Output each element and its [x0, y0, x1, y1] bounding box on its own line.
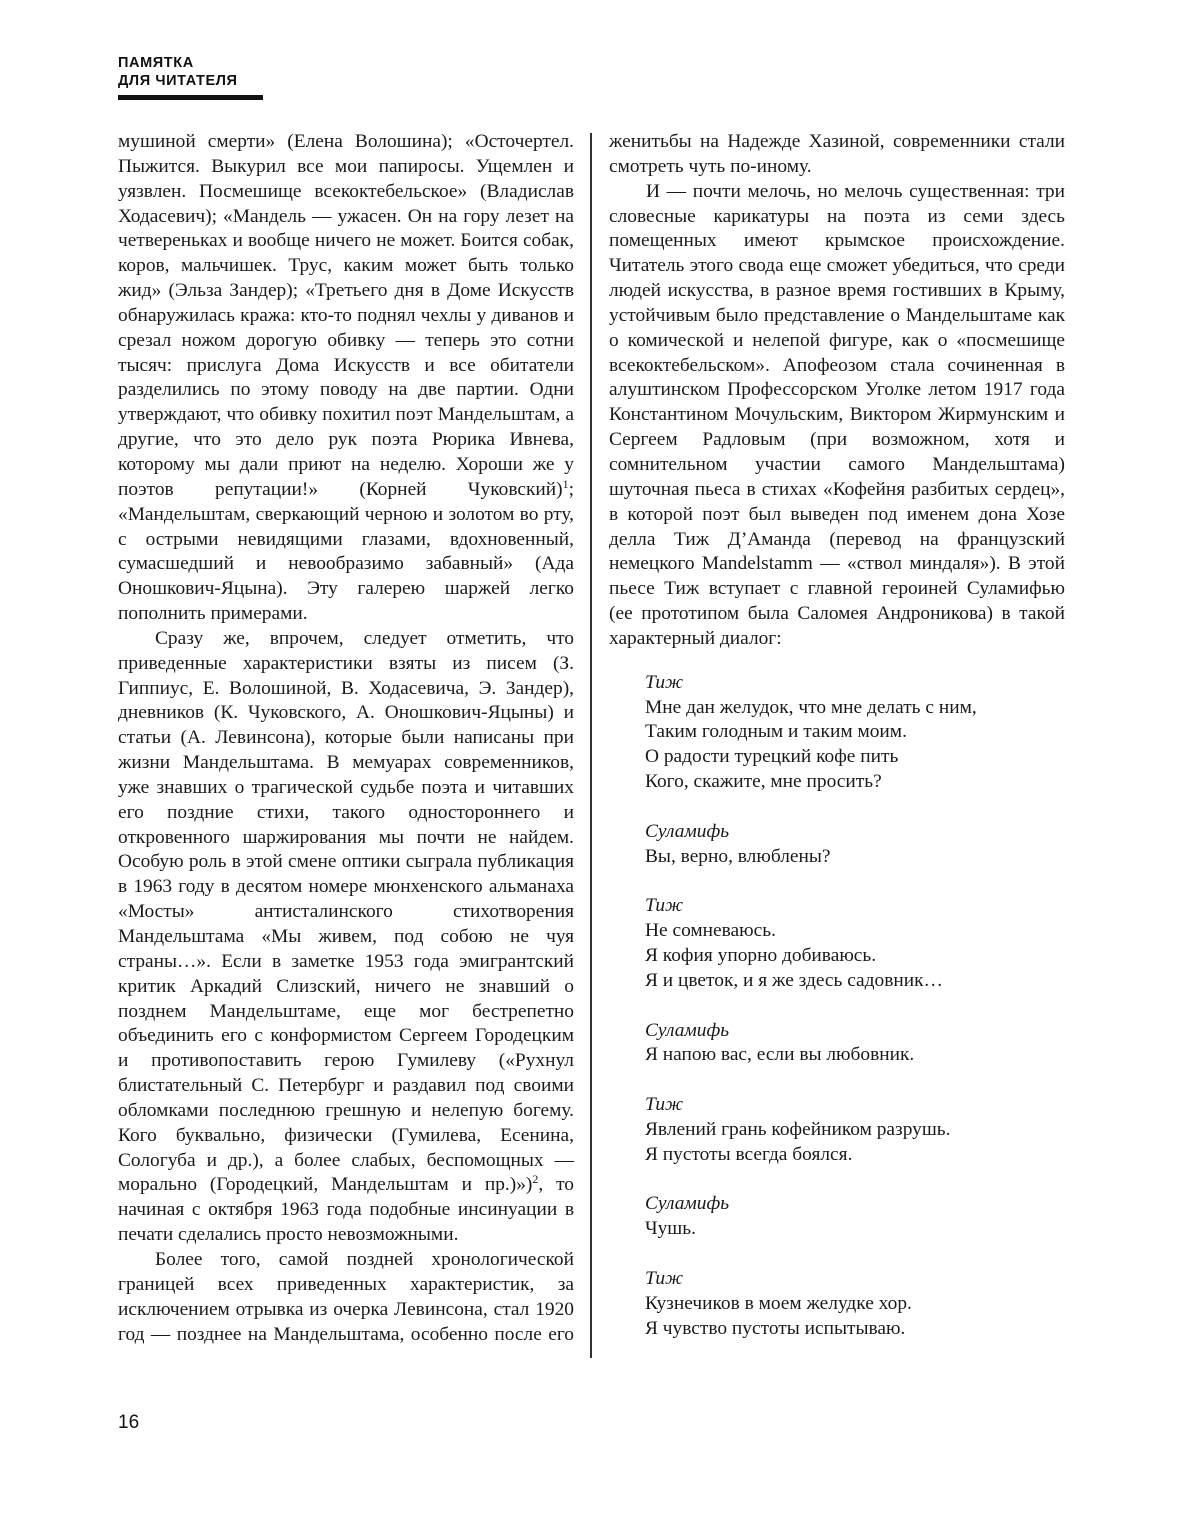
verse-line: Вы, верно, влюблены? [645, 845, 831, 867]
verse-line: Я напою вас, если вы любовник. [645, 1044, 915, 1066]
verse-stanza [645, 1019, 1065, 1069]
verse-line: Кого, скажите, мне просить? [645, 771, 882, 793]
verse-line: Я чувство пустоты испытываю. [645, 1317, 906, 1339]
running-header-line-2: ДЛЯ ЧИТАТЕЛЯ [118, 73, 238, 89]
left-column [118, 130, 574, 1347]
verse-stanza [645, 820, 1065, 870]
paragraph-1-text-a: мушиной смерти» (Елена Волошина); «Осточертел. Пыжится. Выкурил все мои папиросы. Ущемлен и уязвлен. Посмешище всекоктебельское» (Владислав Ходасевич); «Мандель — ужасен. Он на гору лезет на четвереньках и вообще ничего не может. Боится собак, коров, мальчишек. Трус, каким может быть только жид» (Эльза Зандер); «Третьего дня в Доме Искусств обнаружилась кража: кто-то поднял чехлы у диванов и срезал ножом дорогую обивку — теперь это сотни тысяч: прислуга Дома Искусств и все обитатели разделились по этому поводу на две партии. Одни утверждают, что обивку похитил поэт Мандельштам, а другие, что это дело рук поэта Рюрика Ивнева, которому мы дали приют на неделю. Хороши же у поэтов репутации!» (Корней Чуковский) [118, 131, 574, 500]
running-header-line-1: ПАМЯТКА [118, 55, 194, 71]
paragraph-continued: женитьбы на Надежде Хазиной, современники стали смотреть чуть по-иному. [609, 131, 1065, 177]
verse-line: Не сомневаюсь. [645, 920, 776, 942]
verse-stanza [645, 1267, 1065, 1342]
paragraph-crimea: И — почти мелочь, но мелочь существенная: три словесные карикатуры на поэта из семи здесь помещенных имеют крымское происхождение. Читатель этого свода еще сможет убедиться, что среди людей искусства, в разное время гостивших в Крыму, устойчивым было представление о Мандельштаме как о комической и нелепой фигуре, как о «посмешище всекоктебельском». Апофеозом стала сочиненная в алуштинском Профессорском Уголке летом 1917 года Константином Мочульским, Виктором Жирмунским и Сергеем Радловым (при возможном, хотя и сомнительном участии самого Мандельштама) шуточная пьеса в стихах «Кофейня разбитых сердец», в которой поэт был выведен под именем дона Хозе делла Тиж Д’Аманда (перевод на французский немецкого Mandelstamm — «ствол миндаля»). В этой пьесе Тиж вступает с главной героиней Суламифью (ее прототипом была Саломея Андроникова) в такой характерный диалог: [609, 180, 1065, 649]
speaker-name: Суламифь [645, 820, 730, 842]
verse-line: Я и цветок, и я же здесь садовник… [645, 969, 943, 991]
verse-line: Явлений грань кофейником разрушь. [645, 1118, 951, 1140]
footnote-ref-1[interactable]: 1 [562, 476, 569, 491]
verse-stanza [645, 1093, 1065, 1168]
verse-line: Я пустоты всегда боялся. [645, 1143, 853, 1165]
verse-stanza [645, 894, 1065, 993]
speaker-name: Суламифь [645, 1019, 730, 1041]
footnote-ref-2[interactable]: 2 [532, 1172, 539, 1187]
paragraph-3: Более того, самой поздней хронологической границей всех приведенных характеристик, за исключением отрывка из очерка Левинсона, стал 1920 год — позднее на Мандельштама, особенно после его [118, 1248, 574, 1345]
column-divider [590, 133, 592, 1358]
speaker-name: Суламифь [645, 1193, 730, 1215]
paragraph-1 [118, 130, 574, 627]
verse-line: О радости турецкий кофе пить [645, 746, 899, 768]
verse-line: Чушь. [645, 1218, 696, 1240]
paragraph-2-text-b: , то начиная с октября 1963 года подобные инсинуации в печати сделались просто невозможными. [118, 1174, 574, 1246]
verse-stanza [645, 1192, 1065, 1242]
paragraph-1-text-b: ; «Мандельштам, сверкающий черною и золотом во рту, с острыми невидящими глазами, вдохновенный, сумасшедший и невообразимо забавный» (Ада Оношкович-Яцына). Эту галерею шаржей легко пополнить примерами. [118, 478, 574, 625]
verse-stanza [645, 671, 1065, 795]
right-column [609, 130, 1065, 1366]
verse-line: Мне дан желудок, что мне делать с ним, [645, 696, 977, 718]
paragraph-2-text-a: Сразу же, впрочем, следует отметить, что приведенные характеристики взяты из писем (З. Гиппиус, Е. Волошиной, В. Ходасевича, Э. Зандер), дневников (К. Чуковского, А. Оношкович-Яцыны) и статьи (А. Левинсона), которые были написаны при жизни Мандельштама. В мемуарах современников, уже знавших о трагической судьбе поэта и читавших его поздние стихи, такого одностороннего и откровенного шаржирования мы почти не найдем. Особую роль в этой смене оптики сыграла публикация в 1963 году в десятом номере мюнхенского альманаха «Мосты» антисталинского стихотворения Мандельштама «Мы живем, под собою не чуя страны…». Если в заметке 1953 года эмигрантский критик Аркадий Слизский, ничего не знавший о позднем Мандельштаме, еще мог бестрепетно объединить его с конформистом Сергеем Городецким и противопоставить герою Гумилеву («Рухнул блистательный С. Петербург и раздавил под своими обломками последнюю грешную и нелепую богему. Кого буквально, физически (Гумилева, Есенина, Сологуба и др.), а более слабых, беспомощных — морально (Городецкий, Мандельштам и пр.)») [118, 627, 574, 1196]
speaker-name: Тиж [645, 671, 684, 693]
verse-line: Я кофия упорно добиваюсь. [645, 945, 877, 966]
header-rule [118, 95, 263, 100]
verse-line: Кузнечиков в моем желудке хор. [645, 1292, 912, 1314]
verse-line: Таким голодным и таким моим. [645, 721, 907, 743]
paragraph-2 [118, 627, 574, 1248]
speaker-name: Тиж [645, 1094, 684, 1116]
speaker-name: Тиж [645, 1267, 684, 1289]
running-header [118, 54, 238, 90]
page-number: 16 [118, 1412, 140, 1433]
verse-dialogue [645, 671, 1065, 1342]
speaker-name: Тиж [645, 895, 684, 917]
